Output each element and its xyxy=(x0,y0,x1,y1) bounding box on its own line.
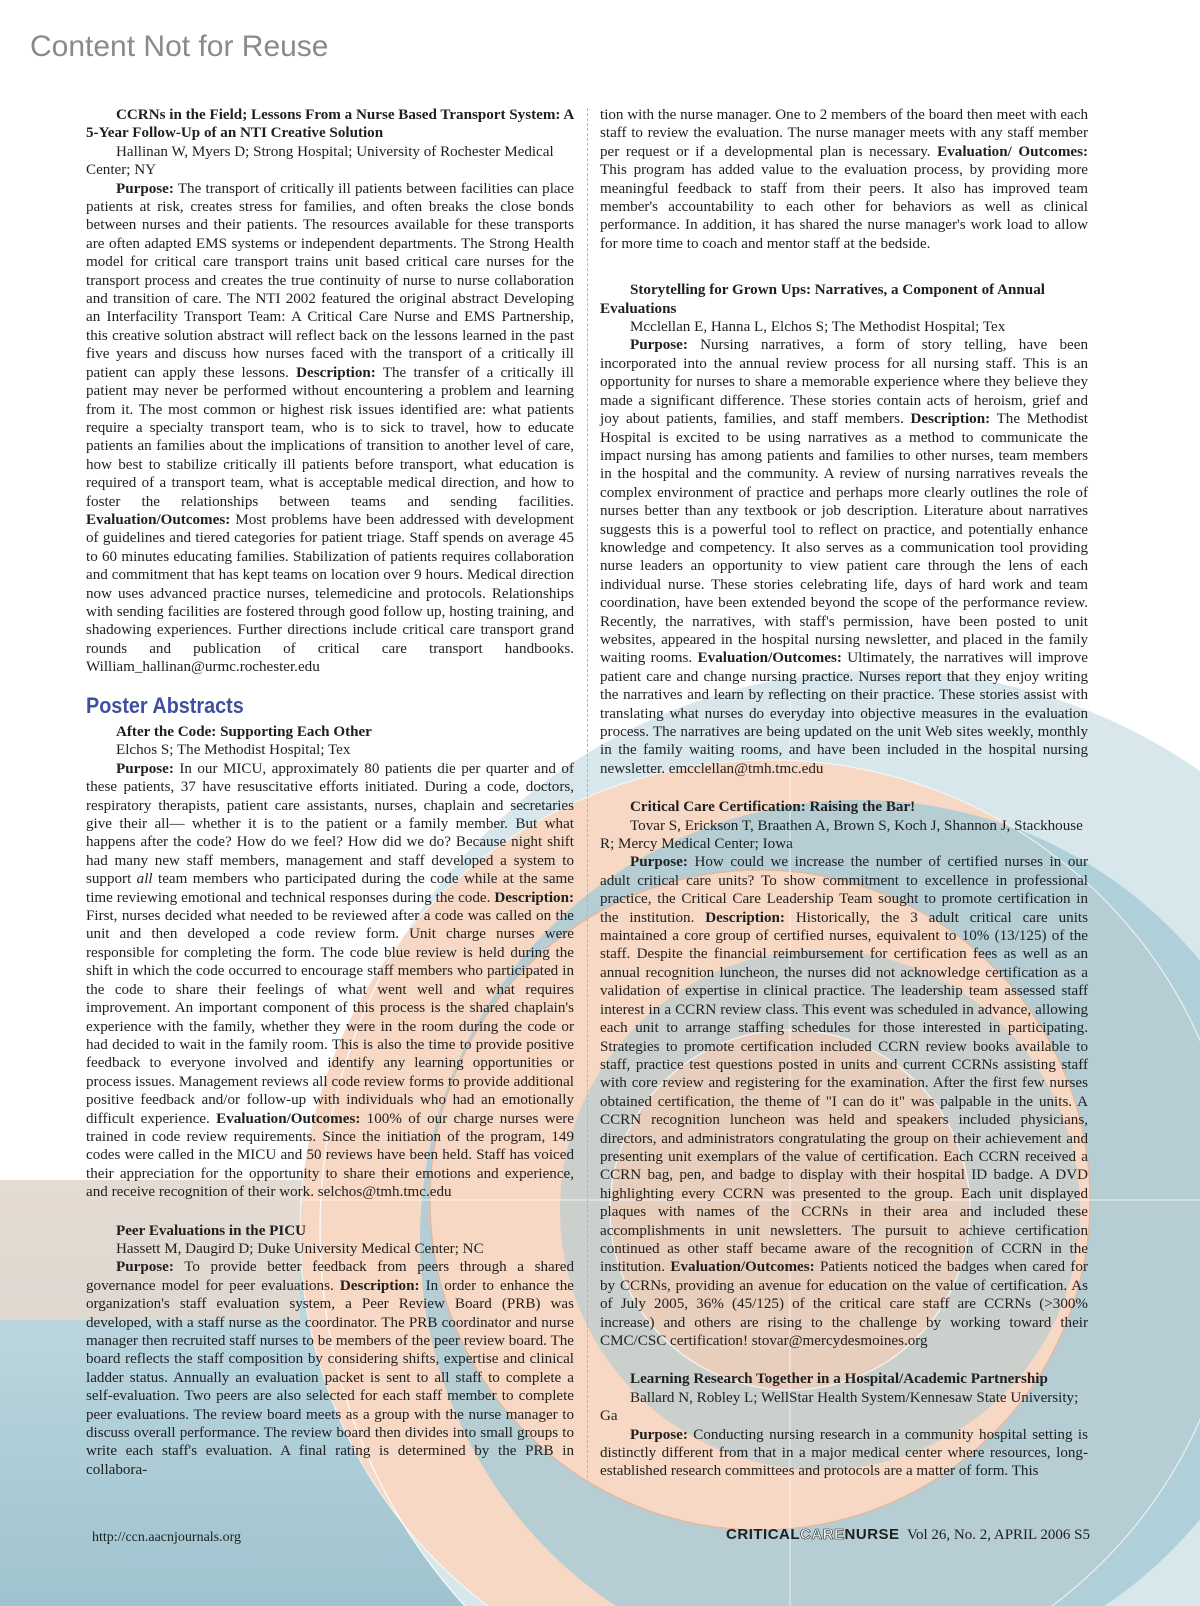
description-text: Historically, the 3 adult critical care units maintained a core group of certified nurses, equivalent to 10% (13/125) of the staff. Despite the financial reimbursement for certification fees as well as an annual recognition luncheon, the nurses did not acknowledge certification as a validation of expertise in clinical practice. The leadership team assessed staff interest in a CCRN review class. This event was scheduled in advance, allowing each unit to arrange staffing schedules for those interested in participating. Strategies to promote certification included CCRN review books available to staff, practice test questions posted in units and current CCRNs assisting staff with core review and registering for the examination. After the first few nurses obtained certification, the theme of "I can do it" was palpable in the units. A CCRN recognition luncheon was held and speakers included physicians, directors, and administrators congratulating the group on their achievement and presenting unit exemplars of the value of certification. Each CCRN received a CCRN bag, pen, and badge to display with their hospital ID badge. A DVD highlighting every CCRN was presented to the group. Each unit displayed plaques with names of the CCRNs in their area and included these accomplishments in unit newsletters. The pursuit to achieve certification continued as other staff became aware of the recognition of CCRN in the institution. xyxy=(600,909,1088,1276)
section-heading-poster-abstracts: Poster Abstracts xyxy=(86,692,244,718)
purpose-label: Purpose: xyxy=(116,760,174,777)
abstract-title: CCRNs in the Field; Lessons From a Nurse Based Transport System: A 5-Year Follow-Up of an NTI Creative Solution xyxy=(86,107,574,142)
journal-logo-part2: CARE xyxy=(800,1526,845,1543)
purpose-text-continued: team members who participated during the code while at the same time reviewing emotional and technical responses during the code. xyxy=(86,871,574,906)
footer-citation xyxy=(726,1526,1090,1544)
abstract-learning-research-together xyxy=(600,1370,1088,1480)
description-label: Description: xyxy=(705,909,785,926)
description-text: First, nurses decided what needed to be reviewed after a code was called on the unit and then developed a code review form. Unit charge nurses were responsible for completing the form. The code blue review is held during the shift in which the code occurred to encourage staff members who participated in the code to share their feelings of what went well and what requires improvement. An important component of this process is the shared chaplain's experience with the family, whether they were in the room during the code or had decided to wait in the family room. This is also the time to provide positive feedback to everyone involved and identify any learning opportunities or process issues. Management reviews all code review forms to provide additional positive feedback and/or follow-up with individuals who had an emotionally difficult experience. xyxy=(86,908,574,1127)
abstract-title: Critical Care Certification: Raising the Bar! xyxy=(630,799,916,816)
left-column xyxy=(86,106,574,1499)
description-label: Description: xyxy=(339,1277,420,1294)
abstract-body xyxy=(86,1258,574,1479)
description-label: Description: xyxy=(296,364,376,381)
abstract-authors: Tovar S, Erickson T, Braathen A, Brown S, Koch J, Shannon J, Stackhouse R; Mercy Medical Center; Iowa xyxy=(600,817,1083,853)
purpose-text: To provide better feedback from peers through a shared governance model for peer evaluations. xyxy=(86,1259,574,1294)
journal-logo xyxy=(726,1526,900,1543)
abstract-peer-evaluations xyxy=(86,1222,574,1480)
purpose-label: Purpose: xyxy=(116,180,174,197)
abstract-critical-care-certification xyxy=(600,798,1088,1350)
description-text: The Methodist Hospital is excited to be using narratives as a method to communicate the impact nursing has among patients and families to other nurses, team members in the hospital and the community. A review of nursing narratives reveals the complex environment of practice and perhaps more clearly outlines the role of nurses better than any textbook or job description. Literature about narratives suggests this is a powerful tool to reflect on practice, and potentially enhance knowledge and competency. It also serves as a communication tool providing nurse leaders an opportunity to view patient care through the lens of each individual nurse. These stories celebrating life, days of hard work and team coordination, have been extended beyond the scope of the performance review. Recently, the narratives, with staff's permission, have been posted to unit websites, appeared in the hospital nursing newsletter, and placed in the family waiting rooms. xyxy=(600,411,1088,667)
outcomes-label: Evaluation/Outcomes: xyxy=(697,650,842,667)
outcomes-text: 100% of our charge nurses were trained in code review requirements. Since the initiation of the program, 149 codes were called in the MICU and 50 reviews have been held. Staff has voiced their appreciation for the opportunity to share their emotions and experience, and receive recognition of their work. selchos@tmh.tmc.edu xyxy=(86,1110,575,1201)
right-column xyxy=(600,106,1088,1501)
abstract-body xyxy=(86,180,574,677)
description-label: Description: xyxy=(494,889,574,906)
continued-text: tion with the nurse manager. One to 2 members of the board then meet with each staff to review the evaluation. The nurse manager meets with any staff member per request or if a developmental plan is necessary. xyxy=(600,107,1088,160)
purpose-label: Purpose: xyxy=(630,337,688,354)
purpose-label: Purpose: xyxy=(630,854,688,871)
abstract-authors: Ballard N, Robley L; WellStar Health System/Kennesaw State University; Ga xyxy=(600,1389,1079,1425)
outcomes-label: Evaluation/Outcomes: xyxy=(86,511,231,528)
abstract-body xyxy=(600,106,1088,253)
outcomes-text: Most problems have been addressed with development of guidelines and tiered categories for patient triage. Staff spends on average 45 to 60 minutes educating families. Stabilization of patients requires collaboration and commitment that has kept teams on location over 9 hours. Medical direction now uses advanced practice nurses, telemedicine and protocols. Relationships with sending facilities are fostered through good follow up, hosting training, and shadowing experiences. Further directions include critical care transport grand rounds and publication of critical care transport handbooks. William_hallinan@urmc.rochester.edu xyxy=(86,511,574,676)
abstract-body xyxy=(600,336,1088,778)
outcomes-text: Ultimately, the narratives will improve patient care and change nursing practice. Nurses report that they enjoy writing the narratives and learn by reflecting on their practice. These stories assist with translating what nurses do everyday into objective measures in the evaluation process. The narratives are being updated on the unit Web sites weekly, monthly in the family waiting rooms, and have been included in the hospital nursing newsletter. emcclellan@tmh.tmc.edu xyxy=(600,650,1088,777)
purpose-text: Nursing narratives, a form of story telling, have been incorporated into the annual review process for all nursing staff. This is an opportunity for nurses to share a memorable experience where they believe they made a significant difference. These stories contain acts of heroism, grief and joy about patients, families, and staff members. xyxy=(600,337,1088,428)
description-text: The transfer of a critically ill patient may never be performed without encountering a problem and learning from it. The most common or highest risk issues identified are: what patients require a specialty transport team, who is to sick to travel, how to educate patients an families about the implications of transition to another level of care, how best to stabilize critically ill patients before transport, what education is required of a transport team, what is acceptable medical direction, and how to foster the relationships between teams and sending facilities. xyxy=(86,364,574,510)
abstract-body xyxy=(86,760,574,1202)
abstract-authors: Hassett M, Daugird D; Duke University Medical Center; NC xyxy=(116,1240,484,1257)
purpose-text: In our MICU, approximately 80 patients die per quarter and of these patients, 37 have resuscitative efforts initiated. During a code, doctors, respiratory therapists, patient care assistants, nurses, chaplain and secretaries give their all— whether it is to the patient or a family member. But what happens after the code? How do we feel? How did we do? Because night shift had many new staff members, management and staff developed a system to support xyxy=(86,760,574,888)
footer-url[interactable]: http://ccn.aacnjournals.org xyxy=(92,1530,242,1545)
outcomes-text: Patients noticed the badges when cared for by CCRNs, providing an avenue for education on the value of certification. As of July 2005, 36% (45/125) of the critical care staff are CCRNs (>300% increase) and others are rising to the challenge by working toward their CMC/CSC certification! stovar@mercydesmoines.org xyxy=(600,1259,1088,1349)
journal-logo-part1: CRITICAL xyxy=(726,1526,801,1543)
purpose-text: How could we increase the number of certified nurses in our adult critical care units? To show commitment to excellence in professional practice, the Critical Care Leadership Team sought to promote certification in the institution. xyxy=(600,854,1088,926)
abstract-after-the-code xyxy=(86,723,574,1202)
description-text: In order to enhance the organization's staff evaluation system, a Peer Review Board (PRB) was developed, with a staff nurse as the coordinator. The PRB coordinator and nurse manager then recruited staff nurses to be members of the peer review board. The board reflects the staff composition by considering shifts, expertise and clinical ladder status. Annually an evaluation packet is sent to all staff to complete a self-evaluation. Two peers are also selected for each staff member to complete peer evaluations. The review board meets as a group with the nurse manager to discuss overall performance. The review board then divides into small groups to write each staff's evaluation. A final rating is determined by the PRB in collabora- xyxy=(86,1277,574,1478)
outcomes-label: Evaluation/Outcomes: xyxy=(216,1110,361,1127)
purpose-text: Conducting nursing research in a community hospital setting is distinctly different from that in a major medical center where resources, long-established research committees and protocols are a matter of form. This xyxy=(600,1426,1088,1480)
abstract-title: Peer Evaluations in the PICU xyxy=(116,1222,307,1239)
outcomes-text: This program has added value to the evaluation process, by providing more meaningful feedback to staff from their peers. It also has improved team member's accountability to each other for behaviors as well as clinical performance. In addition, it has shared the nurse manager's work load to allow for more time to coach and mentor staff at the bedside. xyxy=(600,162,1088,252)
abstract-body xyxy=(600,853,1088,1350)
journal-logo-part3: NURSE xyxy=(844,1526,900,1543)
description-label: Description: xyxy=(910,411,991,428)
outcomes-label: Evaluation/Outcomes: xyxy=(670,1259,815,1276)
abstract-ccrns-in-the-field xyxy=(86,106,574,677)
abstract-body xyxy=(600,1426,1088,1481)
purpose-label: Purpose: xyxy=(630,1426,688,1443)
citation-text: Vol 26, No. 2, APRIL 2006 S5 xyxy=(907,1527,1090,1543)
abstract-authors: Elchos S; The Methodist Hospital; Tex xyxy=(116,742,351,759)
abstract-storytelling xyxy=(600,281,1088,778)
abstract-title: Learning Research Together in a Hospital/Academic Partnership xyxy=(630,1371,1048,1388)
abstract-peer-evaluations-continued xyxy=(600,106,1088,253)
abstract-authors: Mcclellan E, Hanna L, Elchos S; The Methodist Hospital; Tex xyxy=(630,319,1006,336)
column-divider xyxy=(587,108,588,1478)
purpose-text: The transport of critically ill patients between facilities can place patients at risk, creates stress for families, and often breaks the close bonds between nurses and their patients. The resources available for these transports are often adapted EMS systems or independent departments. The Strong Health model for critical care transport trains unit based critical care nurses for the transport process and creates the true continuity of nurse to nurse collaboration and transition of care. The NTI 2002 featured the original abstract Developing an Interfacility Transport Team: A Critical Care Nurse and EMS Partnership, this creative solution abstract will reflect back on the lessons learned in the past five years and discuss how nurses faced with the transport of a critically ill patient can apply these lessons. xyxy=(86,180,574,381)
abstract-title: After the Code: Supporting Each Other xyxy=(116,724,372,740)
watermark: Content Not for Reuse xyxy=(30,30,329,63)
outcomes-label: Evaluation/ Outcomes: xyxy=(937,143,1088,160)
abstract-title: Storytelling for Grown Ups: Narratives, a Component of Annual Evaluations xyxy=(600,282,1045,317)
purpose-italic: all xyxy=(136,871,153,888)
abstract-authors: Hallinan W, Myers D; Strong Hospital; University of Rochester Medical Center; NY xyxy=(86,143,554,179)
purpose-label: Purpose: xyxy=(116,1259,174,1276)
